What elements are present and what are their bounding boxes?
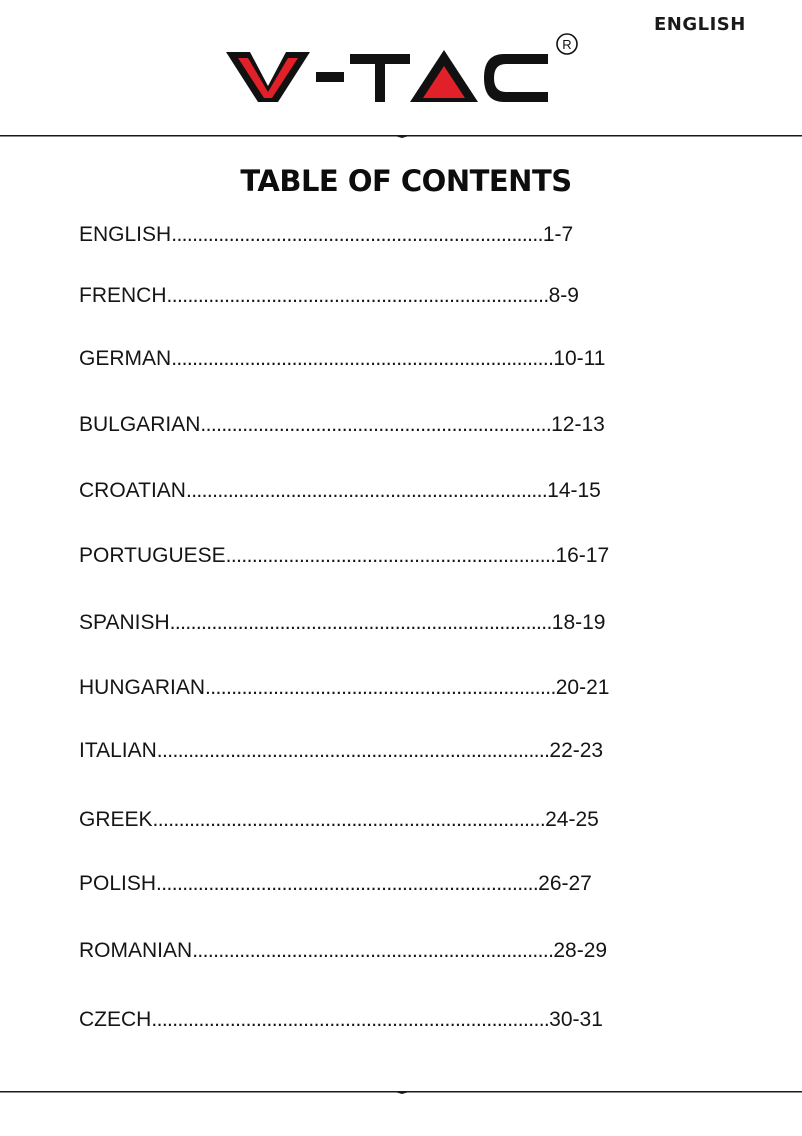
toc-entry-czech [79,1005,703,1035]
toc-entry-croatian [79,476,703,506]
toc-entry-leader: ......................................................................... [156,872,539,895]
toc-entry-name: GREEK [79,808,153,831]
toc-entry-leader: ............................................................... [225,544,556,567]
language-label: ENGLISH [654,14,746,35]
toc-entry-name: ENGLISH [79,223,172,246]
toc-entry-pages: 26-27 [538,872,592,895]
toc-entry-pages: 12-13 [551,413,605,436]
toc-entry-hungarian [79,673,703,703]
toc-entry-leader: ......................................................................... [171,347,554,370]
toc-entry-leader: ....................................................................... [171,223,543,246]
toc-entry-pages: 16-17 [555,544,610,567]
toc-entry-leader: ................................................................... [205,676,556,699]
toc-entry-greek [79,805,703,835]
toc-entry-name: HUNGARIAN [79,676,206,699]
toc-entry-leader: ........................................................................... [156,739,550,762]
toc-entry-leader: ......................................................................... [166,284,549,307]
toc-entry-portuguese [79,541,703,571]
toc-entry-italian [79,736,703,766]
toc-entry-name: ROMANIAN [79,939,193,962]
toc-entry-german [79,344,703,374]
toc-entry-name: PORTUGUESE [79,544,226,567]
toc-entry-bulgarian [79,410,703,440]
toc-entry-name: GERMAN [79,347,172,370]
logo-graphic [222,30,584,106]
toc-entry-leader: ............................................................................ [151,1008,550,1031]
toc-entry-leader: ......................................................................... [169,611,552,634]
toc-entry-pages: 1-7 [542,223,574,246]
toc-entry-name: BULGARIAN [79,413,201,436]
toc-entry-leader: ................................................................... [200,413,552,436]
toc-entry-polish [79,869,703,899]
brand-logo [222,30,584,106]
bottom-divider [0,1090,802,1094]
toc-entry-pages: 28-29 [553,939,608,962]
toc-entry-pages: 10-11 [553,347,606,370]
toc-entry-pages: 14-15 [547,479,601,502]
toc-entry-leader: ........................................................................... [152,808,546,831]
toc-entry-pages: 20-21 [555,676,610,699]
toc-entry-pages: 30-31 [549,1008,603,1031]
toc-entry-leader: ..................................................................... [185,479,548,502]
toc-entry-leader: ..................................................................... [192,939,554,962]
toc-title: TABLE OF CONTENTS [240,164,572,198]
toc-entry-name: POLISH [79,872,157,895]
toc-entry-name: ITALIAN [79,739,157,762]
svg-text:R: R [562,37,572,52]
toc-entry-name: CROATIAN [79,479,186,502]
toc-entry-pages: 24-25 [545,808,599,831]
toc-entry-name: FRENCH [79,284,167,307]
toc-entry-english [79,220,703,250]
toc-entry-pages: 22-23 [549,739,604,762]
toc-entry-pages: 18-19 [551,611,606,634]
toc-entry-french [79,281,703,311]
toc-entry-name: SPANISH [79,611,170,634]
top-divider [0,134,802,138]
toc-entry-spanish [79,608,703,638]
toc-entry-name: CZECH [79,1008,152,1031]
toc-entry-pages: 8-9 [548,284,579,307]
toc-entry-romanian [79,936,703,966]
